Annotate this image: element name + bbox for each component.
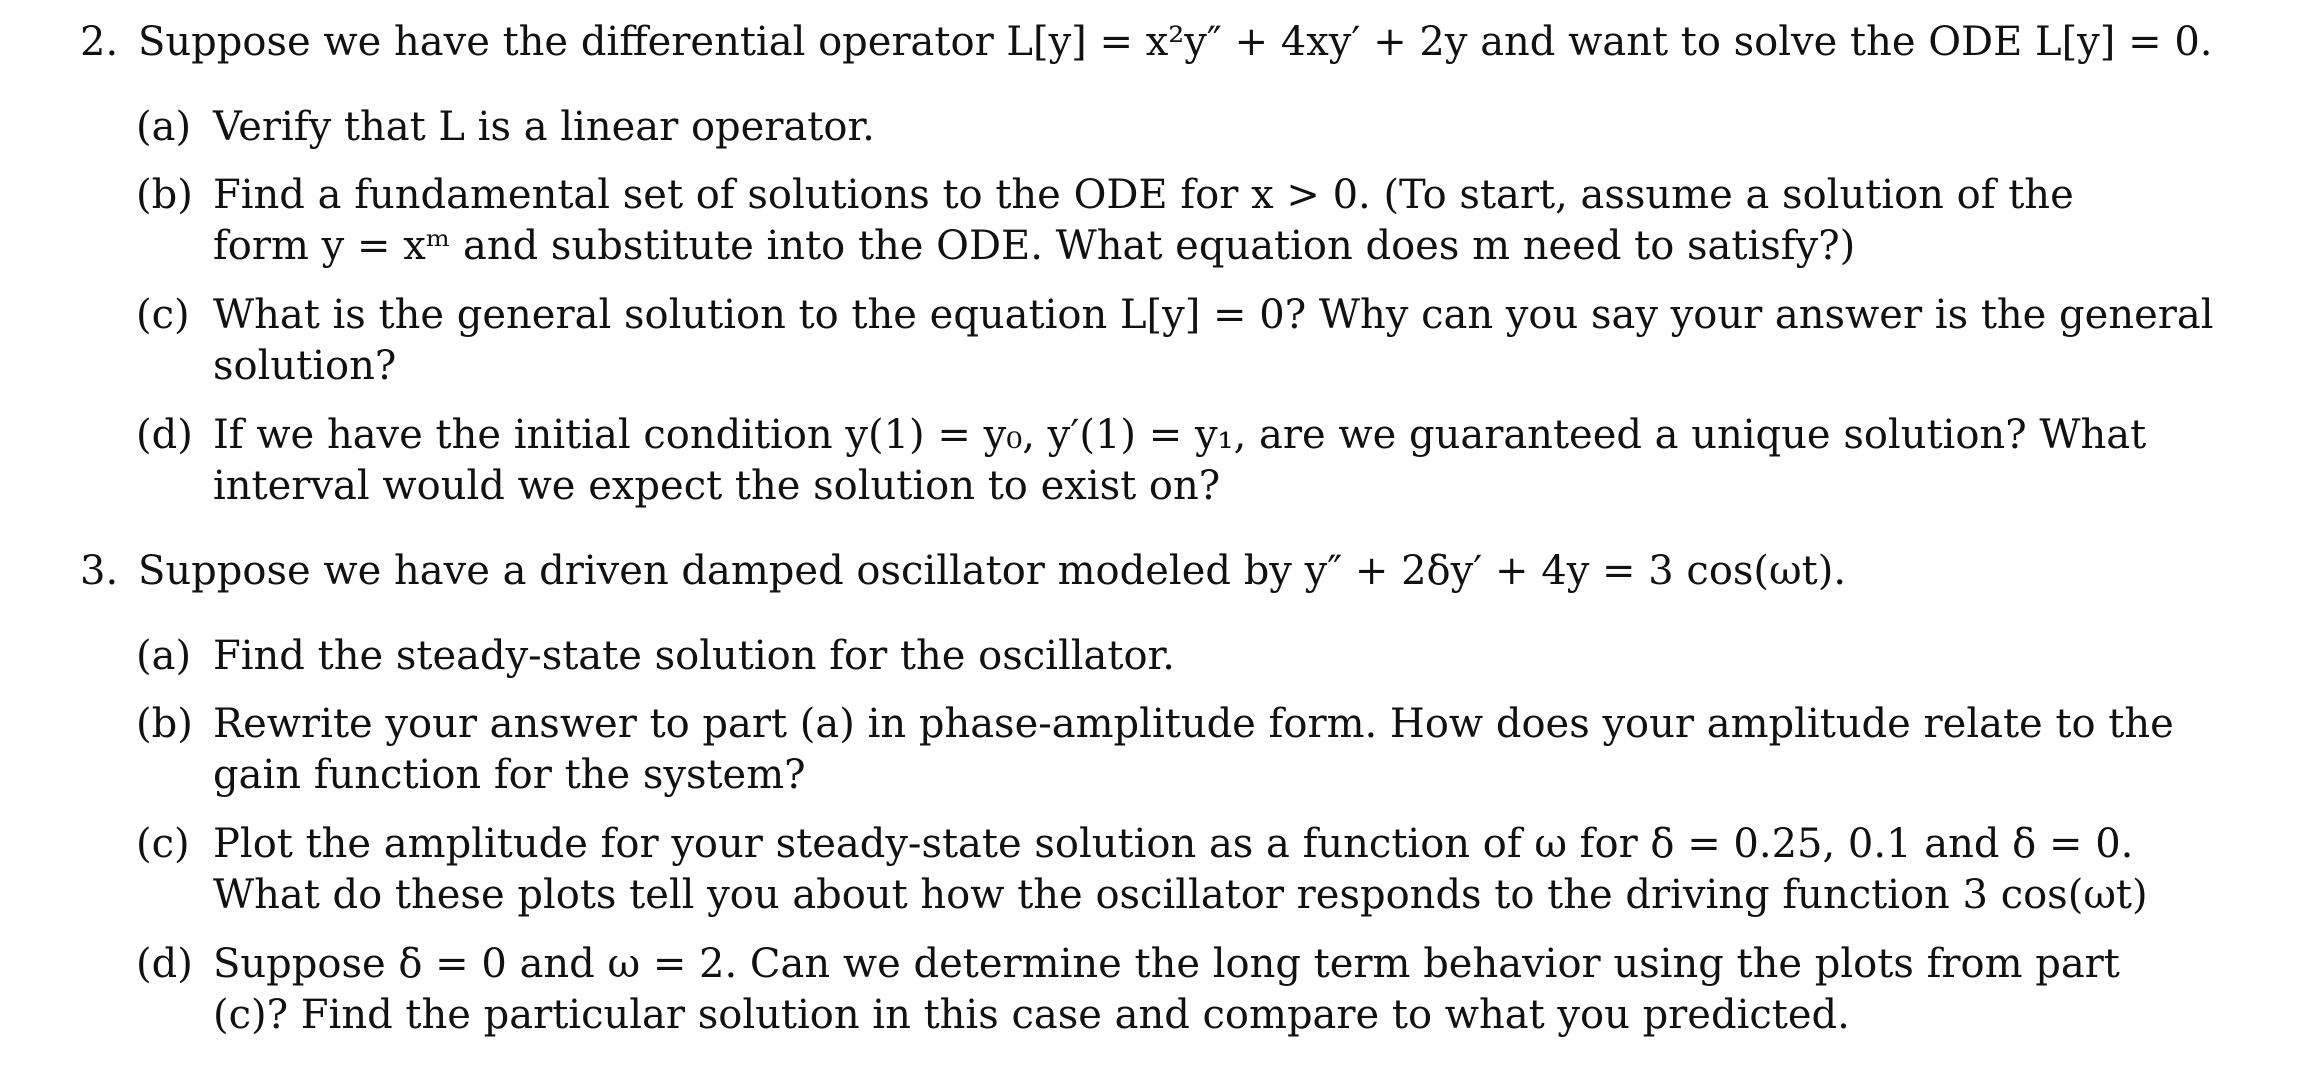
part-label: (a) — [136, 104, 192, 150]
part-text-line: What do these plots tell you about how the oscillator responds to the driving function 3 cos(ωt) — [213, 872, 2148, 918]
part-label: (b) — [136, 701, 193, 747]
part-label: (c) — [136, 821, 190, 867]
problem-number: 2. — [80, 19, 119, 65]
problem-number: 3. — [80, 548, 119, 594]
part-text-line: solution? — [213, 343, 397, 389]
part-text-line: What is the general solution to the equation L[y] = 0? Why can you say your answer is the general — [213, 292, 2214, 338]
part-text-line: Find a fundamental set of solutions to the ODE for x > 0. (To start, assume a solution of the — [213, 172, 2074, 218]
part-text-line: Verify that L is a linear operator. — [213, 104, 875, 150]
part-label: (d) — [136, 941, 193, 987]
problem-statement: Suppose we have the differential operator L[y] = x²y″ + 4xy′ + 2y and want to solve the ODE L[y] = 0. — [138, 19, 2213, 65]
part-label: (c) — [136, 292, 190, 338]
part-text-line: gain function for the system? — [213, 752, 806, 798]
part-text-line: Find the steady-state solution for the oscillator. — [213, 633, 1175, 679]
part-text-line: Plot the amplitude for your steady-state solution as a function of ω for δ = 0.25, 0.1 and δ = 0. — [213, 821, 2134, 867]
problem-statement: Suppose we have a driven damped oscillator modeled by y″ + 2δy′ + 4y = 3 cos(ωt). — [138, 548, 1847, 594]
part-text-line: Rewrite your answer to part (a) in phase-amplitude form. How does your amplitude relate to the — [213, 701, 2174, 747]
part-text-line: If we have the initial condition y(1) = y₀, y′(1) = y₁, are we guaranteed a unique solution? What — [213, 412, 2147, 458]
part-label: (d) — [136, 412, 193, 458]
part-label: (b) — [136, 172, 193, 218]
part-label: (a) — [136, 633, 192, 679]
part-text-line: interval would we expect the solution to exist on? — [213, 463, 1221, 509]
part-text-line: form y = xᵐ and substitute into the ODE. What equation does m need to satisfy?) — [213, 223, 1856, 269]
part-text-line: (c)? Find the particular solution in this case and compare to what you predicted. — [213, 992, 1850, 1038]
part-text-line: Suppose δ = 0 and ω = 2. Can we determine the long term behavior using the plots from part — [213, 941, 2120, 987]
